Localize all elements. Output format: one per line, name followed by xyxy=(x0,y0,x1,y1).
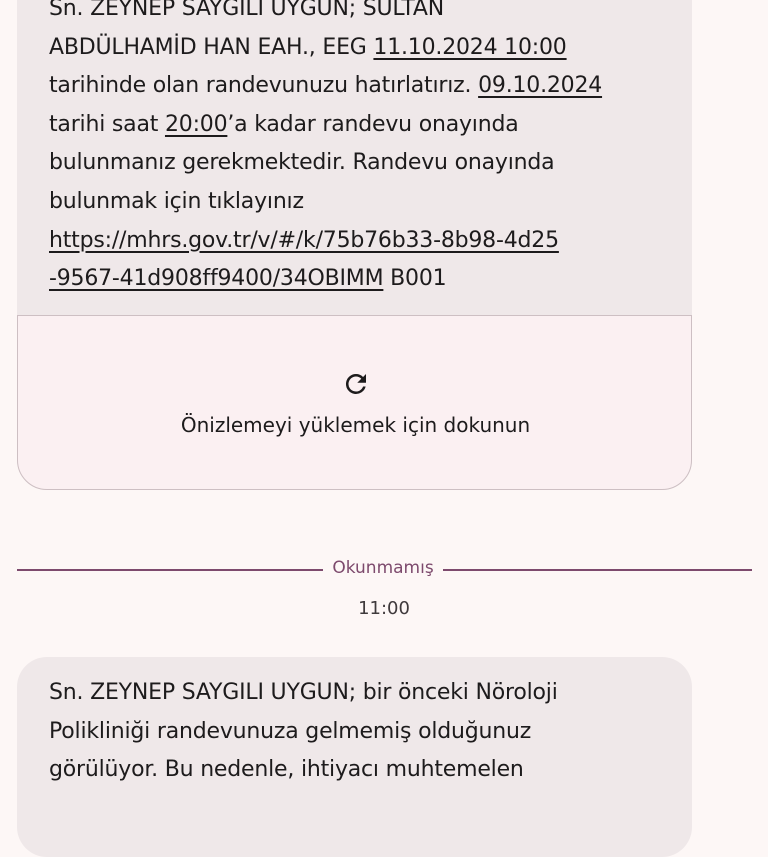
message-text-segment: tarihi saat xyxy=(49,111,165,137)
message-line: bulunmak için tıklayınız xyxy=(49,188,304,214)
message-line: Sn. ZEYNEP SAYGILI UYGUN; SULTAN xyxy=(49,0,445,21)
preview-load-label[interactable]: Önizlemeyi yüklemek için dokunun xyxy=(180,413,531,437)
unread-divider xyxy=(17,556,752,584)
message-line xyxy=(49,67,669,106)
mhrs-link[interactable]: https://mhrs.gov.tr/v/#/k/75b76b33-8b98-4d25 xyxy=(49,227,559,253)
message-body xyxy=(49,674,669,790)
message-timestamp: 11:00 xyxy=(358,598,410,619)
message-line: Polikliniği randevunuza gelmemiş olduğunuz xyxy=(49,718,532,744)
date-link[interactable]: 11.10.2024 10:00 xyxy=(373,34,567,60)
message-text-segment: ABDÜLHAMİD HAN EAH., EEG xyxy=(49,34,374,60)
message-text-segment: ’a kadar randevu onayında xyxy=(227,111,519,137)
message-bubble-reminder[interactable] xyxy=(17,0,692,490)
message-line xyxy=(49,260,669,299)
date-link[interactable]: 09.10.2024 xyxy=(478,73,603,99)
message-bubble-noshow[interactable] xyxy=(17,657,692,857)
message-line: bulunmanız gerekmektedir. Randevu onayında xyxy=(49,150,555,176)
link-preview-card[interactable] xyxy=(17,315,692,490)
divider-line xyxy=(17,569,323,571)
message-line: Sn. ZEYNEP SAYGILI UYGUN; bir önceki Nöroloji xyxy=(49,680,558,705)
message-text-segment: tarihinde olan randevunuzu hatırlatırız. xyxy=(49,73,479,99)
message-code: B001 xyxy=(383,266,447,292)
unread-label: Okunmamış xyxy=(332,558,434,578)
message-line: görülüyor. Bu nedenle, ihtiyacı muhtemelen xyxy=(49,757,524,783)
message-line xyxy=(49,29,669,68)
refresh-icon[interactable] xyxy=(341,369,371,399)
time-link[interactable]: 20:00 xyxy=(164,111,228,137)
divider-line xyxy=(443,569,752,571)
message-line xyxy=(49,222,669,261)
message-line xyxy=(49,106,669,145)
message-body xyxy=(49,0,669,299)
mhrs-link-continued[interactable]: -9567-41d908ff9400/34OBIMM xyxy=(49,266,384,292)
